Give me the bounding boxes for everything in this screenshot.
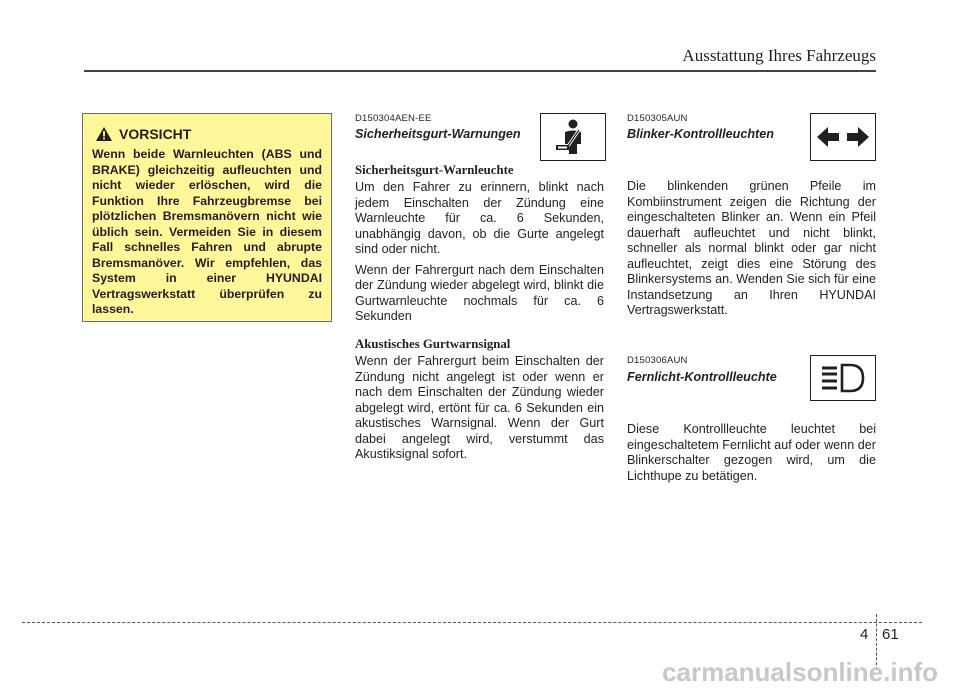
header-rule (84, 70, 876, 72)
high-beam-paragraph: Diese Kontrollleuchte leuchtet bei eingeschaltetem Fernlicht auf oder wenn der Blinkerschalter gezogen wird, um die Lichthupe zu betätigen. (627, 422, 876, 483)
subheading-seatbelt-warning-light: Sicherheitsgurt-Warnleuchte (355, 163, 514, 177)
seatbelt-paragraph-3: Wenn der Fahrergurt beim Einschalten der Zündung nicht angelegt ist oder wenn er nach dem Einschalten der Zündung wieder abgelegt wird, ertönt für ca. 6 Sekunden ein akustisches Warnsignal. Wenn der Gurt dabei angelegt wird, verstummt das Akustiksignal sofort. (355, 354, 604, 461)
caution-title: VORSICHT (119, 126, 192, 142)
seatbelt-paragraph-1: Um den Fahrer zu erinnern, blinkt nach jedem Einschalten der Zündung eine Warnleuchte für ca. 6 Sekunden, unabhängig davon, ob die Gurte angelegt sind oder nicht. (355, 180, 604, 256)
page-number: 61 (882, 626, 899, 643)
section-code-high-beam: D150306AUN (627, 355, 688, 366)
high-beam-icon (810, 355, 876, 401)
turn-signal-arrows-icon (810, 113, 876, 161)
warning-triangle-icon (95, 126, 113, 142)
footer-rule (22, 622, 922, 623)
caution-header (95, 124, 191, 144)
page-header-title: Ausstattung Ihres Fahrzeugs (682, 46, 876, 65)
watermark: carmanualsonline.info (662, 657, 938, 687)
caution-box (82, 113, 332, 322)
section-title-high-beam: Fernlicht-Kontrollleuchte (627, 370, 777, 384)
seatbelt-icon (540, 113, 606, 161)
section-code-seatbelt: D150304AEN-EE (355, 113, 432, 124)
section-code-turn-signal: D150305AUN (627, 113, 688, 124)
caution-text: Wenn beide Warnleuchten (ABS und BRAKE) gleichzeitig aufleuchten und nicht wieder erlöschen, wird die Funktion Ihre Fahrzeugbremse bei plötzlichen Bremsmanövern nicht wie üblich sein. Vermeiden Sie in diesem Fall schnelles Fahren und abrupte Bremsmanöver. Wir empfehlen, das System in einer HYUNDAI Vertragswerkstatt überprüfen zu lassen. (92, 147, 322, 316)
subheading-acoustic-signal: Akustisches Gurtwarnsignal (355, 337, 511, 351)
section-title-turn-signal: Blinker-Kontrollleuchten (627, 127, 774, 141)
section-title-seatbelt: Sicherheitsgurt-Warnungen (355, 127, 521, 141)
seatbelt-paragraph-2: Wenn der Fahrergurt nach dem Einschalten der Zündung wieder abgelegt wird, blinkt die Gurtwarnleuchte nochmals für ca. 6 Sekunden (355, 262, 604, 323)
chapter-number: 4 (860, 626, 869, 643)
turn-signal-paragraph: Die blinkenden grünen Pfeile im Kombiinstrument zeigen die Richtung der eingeschalteten Blinker an. Wenn ein Pfeil dauerhaft aufleuchtet und nicht blinkt, schneller als normal blinkt oder gar nicht aufleuchtet, zeigt dies eine Störung des Blinkersystems an. Wenden Sie sich für eine Instandsetzung an Ihren HYUNDAI Vertragswerkstatt. (627, 179, 876, 317)
seatbelt-text-block (355, 180, 604, 330)
